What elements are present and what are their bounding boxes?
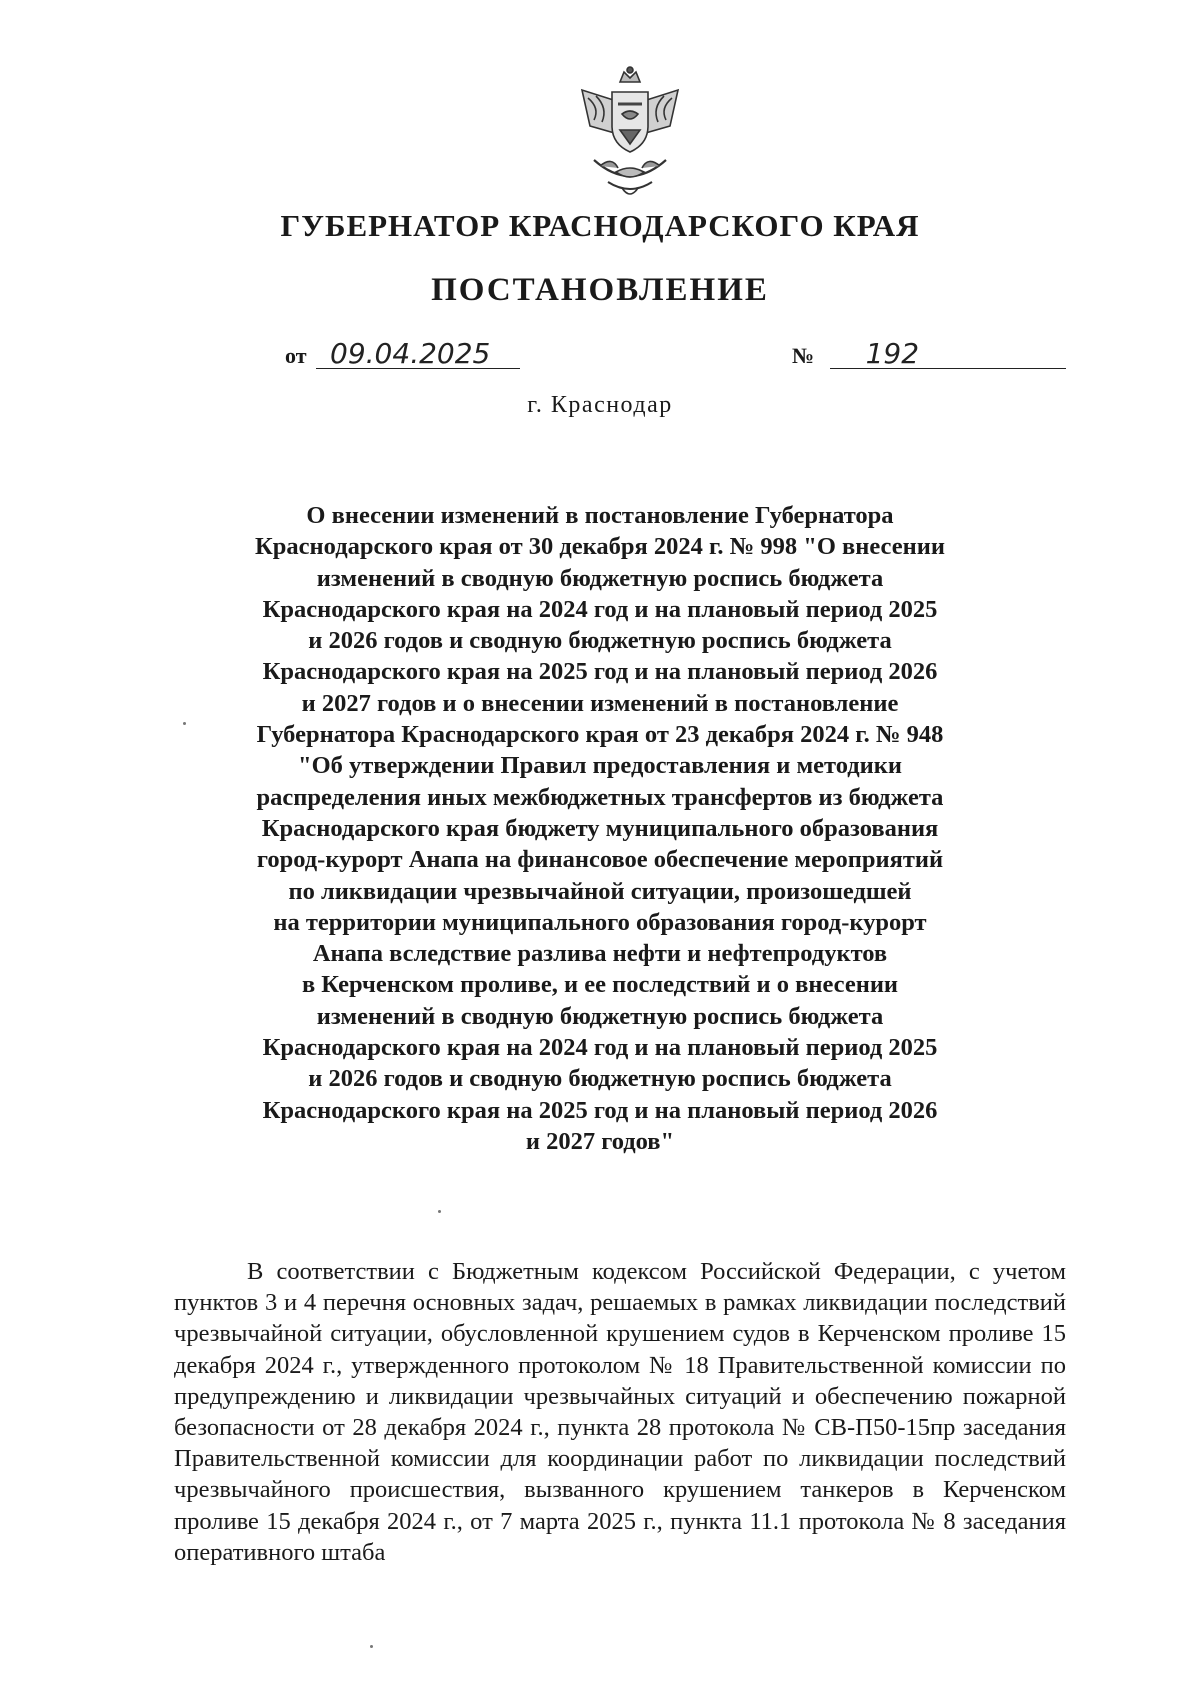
number-line [792, 337, 1066, 370]
title-line: Губернатора Краснодарского края от 23 декабря 2024 г. № 948 [256, 721, 944, 749]
date-prefix: от [285, 343, 307, 368]
title-line: Краснодарского края на 2025 год и на плановый период 2026 [262, 1096, 938, 1124]
document-body [174, 1256, 1066, 1568]
title-line: в Керченском проливе, и ее последствий и о внесении [301, 971, 899, 999]
title-line: Краснодарского края от 30 декабря 2024 г. № 998 "О внесении [255, 533, 945, 561]
title-line: Краснодарского края на 2024 год и на плановый период 2025 [262, 1034, 938, 1062]
title-line: город-курорт Анапа на финансовое обеспечение мероприятий [256, 846, 944, 874]
scan-speck [183, 722, 186, 725]
title-line: Краснодарского края на 2024 год и на плановый период 2025 [262, 595, 938, 623]
title-line: распределения иных межбюджетных трансфертов из бюджета [256, 783, 944, 811]
title-line: Краснодарского края бюджету муниципального образования [261, 814, 939, 842]
title-line: Анапа вследствие разлива нефти и нефтепродуктов [312, 940, 888, 968]
title-line: "Об утверждении Правил предоставления и методики [297, 752, 903, 780]
body-paragraph: В соответствии с Бюджетным кодексом Российской Федерации, с учетом пунктов 3 и 4 перечня основных задач, решаемых в рамках ликвидации последствий чрезвычайной ситуации, обусловленной крушением судов в Керченском проливе 15 декабря 2024 г., утвержденного протоколом № 18 Правительственной комиссии по предупреждению и ликвидации чрезвычайных ситуаций и обеспечению пожарной безопасности от 28 декабря 2024 г., пункта 28 протокола № СВ-П50-15пр заседания Правительственной комиссии для координации работ по ликвидации последствий чрезвычайного происшествия, вызванного крушением танкеров в Керченском проливе 15 декабря 2024 г., от 7 марта 2025 г., пункта 11.1 протокола № 8 заседания оперативного штаба [174, 1258, 1066, 1566]
number-prefix: № [792, 343, 815, 368]
city: г. Краснодар [527, 392, 673, 418]
coat-of-arms-icon [560, 64, 700, 204]
document-title [230, 500, 970, 1157]
date-value: 09.04.2025 [316, 340, 520, 369]
title-line: О внесении изменений в постановление Губернатора [306, 502, 894, 529]
title-line: и 2027 годов" [525, 1127, 675, 1155]
title-line: Краснодарского края на 2025 год и на плановый период 2026 [262, 658, 938, 686]
title-line: изменений в сводную бюджетную роспись бюджета [316, 564, 884, 592]
title-line: изменений в сводную бюджетную роспись бюджета [316, 1002, 884, 1030]
title-line: и 2026 годов и сводную бюджетную роспись бюджета [308, 1065, 892, 1093]
title-line: и 2027 годов и о внесении изменений в постановление [301, 689, 899, 717]
title-line: по ликвидации чрезвычайной ситуации, произошедшей [288, 877, 912, 905]
scan-speck [438, 1210, 441, 1213]
title-line: и 2026 годов и сводную бюджетную роспись бюджета [308, 627, 892, 655]
date-line [285, 337, 520, 370]
issuing-authority: ГУБЕРНАТОР КРАСНОДАРСКОГО КРАЯ [280, 208, 920, 243]
scan-speck [370, 1645, 373, 1648]
document-type: ПОСТАНОВЛЕНИЕ [431, 272, 769, 308]
number-value: 192 [830, 340, 1066, 369]
title-line: на территории муниципального образования город-курорт [273, 908, 927, 936]
